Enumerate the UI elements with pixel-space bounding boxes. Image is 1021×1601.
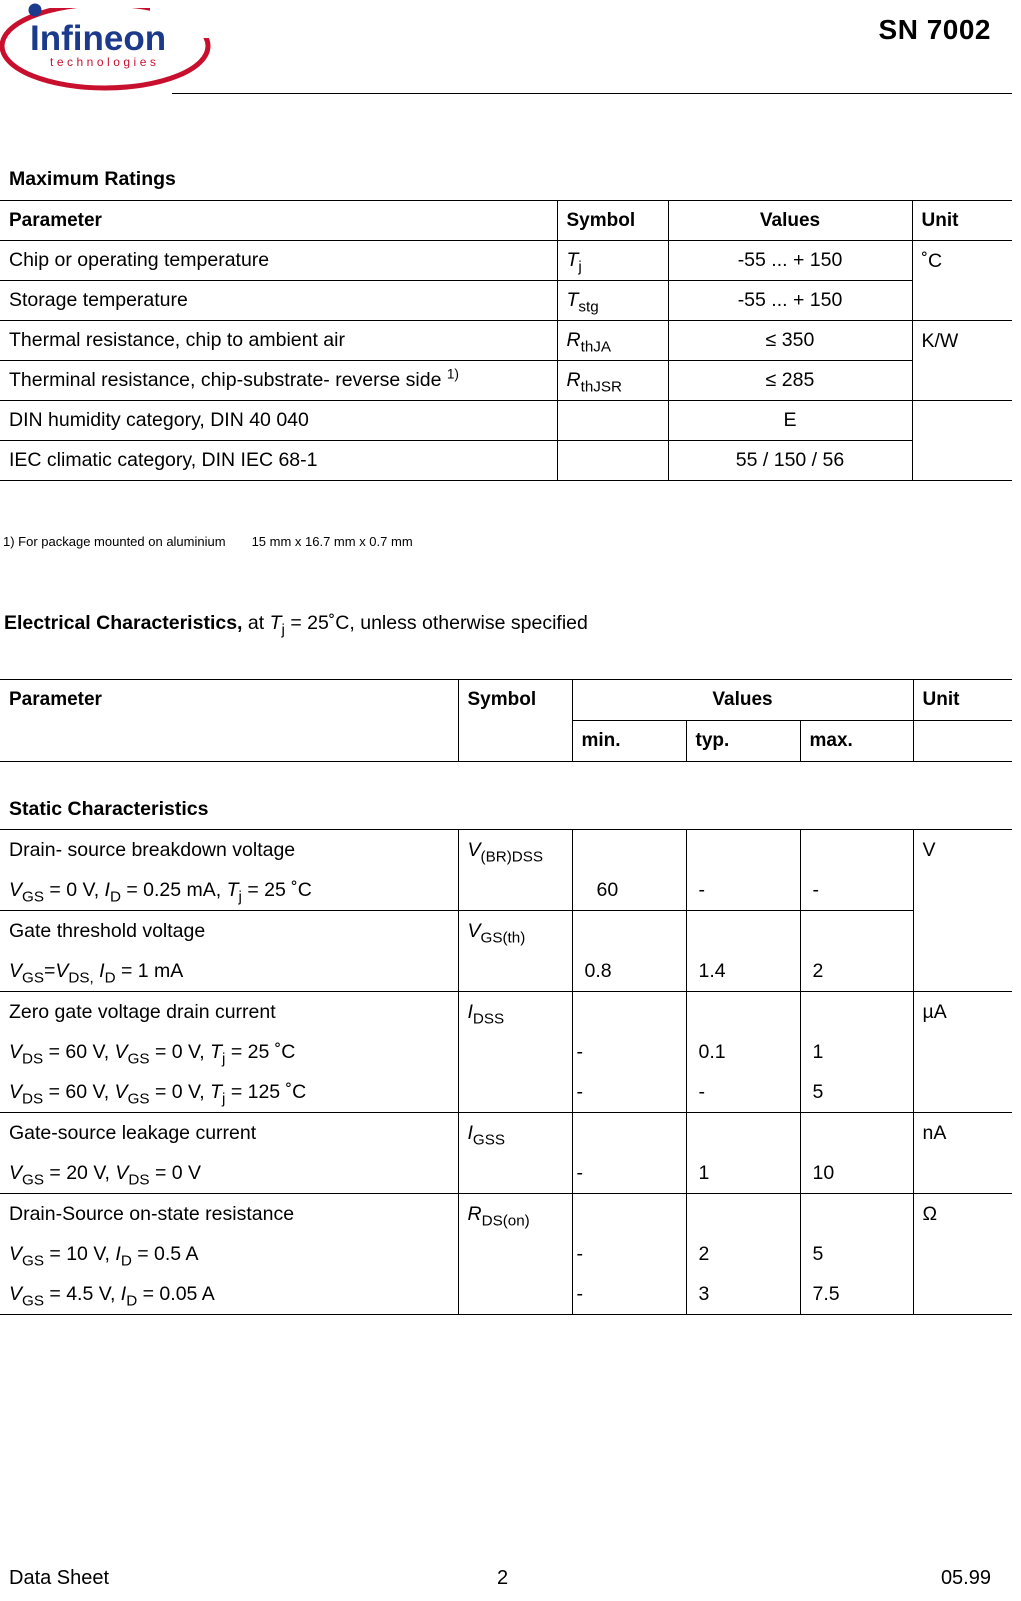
table-row: DIN humidity category, DIN 40 040 E bbox=[0, 401, 1012, 441]
footer-label: Data Sheet bbox=[9, 1567, 110, 1589]
table-row: Therminal resistance, chip-substrate- reverse side $^{1)}$ $R_{thJSR}$ ≤ 285 bbox=[0, 361, 1012, 401]
electrical-title: Electrical Characteristics, at $T_j$ = 25˚C, unless otherwise specified bbox=[4, 612, 588, 639]
header-min: min. bbox=[572, 721, 686, 762]
table-row: Drain-Source on-state resistance $V_{GS} = 10$ V, $I_D = 0.5$ A $V_{GS} = 4.5$ V, $I_D = 0.05$ A $R_{DS(on)}$ - - 2 3 5 7.5 Ω bbox=[0, 1194, 1012, 1315]
header-symbol: Symbol bbox=[557, 201, 668, 241]
infineon-logo bbox=[0, 0, 215, 95]
table-row: Storage temperature $T_{stg}$ -55 ... + 150 bbox=[0, 281, 1012, 321]
table-row: Gate-source leakage current $V_{GS} = 20$ V, $V_{DS} = 0$ V $I_{GSS}$ - 1 10 nA bbox=[0, 1113, 1012, 1194]
section-title: Static Characteristics bbox=[9, 798, 209, 820]
table-row: Gate threshold voltage $V_{GS}=V_{DS,}$ $I_D = 1$ mA $V_{GS(th)}$ 0.8 1.4 2 bbox=[0, 911, 1012, 992]
table-row: Chip or operating temperature $T_j$ -55 ... + 150 ˚C bbox=[0, 241, 1012, 281]
footer-date: 05.99 bbox=[940, 1567, 991, 1589]
max-ratings-table bbox=[0, 200, 1012, 481]
max-ratings-title: Maximum Ratings bbox=[9, 168, 176, 190]
logo-subtext: technologies bbox=[50, 55, 160, 69]
header-rule bbox=[172, 93, 1012, 94]
header-parameter: Parameter bbox=[0, 201, 557, 241]
header-unit: Unit bbox=[912, 201, 1012, 241]
header-max: max. bbox=[800, 721, 913, 762]
header-values: Values bbox=[668, 201, 912, 241]
page-number: 2 bbox=[497, 1567, 509, 1589]
table-row: Zero gate voltage drain current $V_{DS} = 60$ V, $V_{GS} = 0$ V, $T_j = 25$ ˚C $V_{DS} = 60$ V, $V_{GS} = 0$ V, $T_j = 125$ ˚C $I_{DSS}$ - - 0.1 - 1 5 µA bbox=[0, 992, 1012, 1113]
header-typ: typ. bbox=[686, 721, 800, 762]
header-values: Values bbox=[572, 680, 913, 721]
footnote: 1) For package mounted on aluminium 15 mm x 16.7 mm x 0.7 mm bbox=[3, 534, 413, 549]
table-row: Drain- source breakdown voltage $V_{GS} = 0$ V, $I_D = 0.25$ mA, $T_j = 25$ ˚C $V_{(BR)DSS}$ 60 - - V bbox=[0, 830, 1012, 911]
header-parameter: Parameter bbox=[9, 689, 102, 710]
header-unit: Unit bbox=[913, 680, 1012, 721]
header-symbol: Symbol bbox=[458, 680, 572, 762]
table-row: IEC climatic category, DIN IEC 68-1 55 / 150 / 56 bbox=[0, 441, 1012, 481]
document-id: SN 7002 bbox=[878, 14, 991, 45]
electrical-table bbox=[0, 679, 1012, 1315]
logo-wordmark: Infineon bbox=[30, 19, 167, 58]
table-row: Thermal resistance, chip to ambient air $R_{thJA}$ ≤ 350 K/W bbox=[0, 321, 1012, 361]
